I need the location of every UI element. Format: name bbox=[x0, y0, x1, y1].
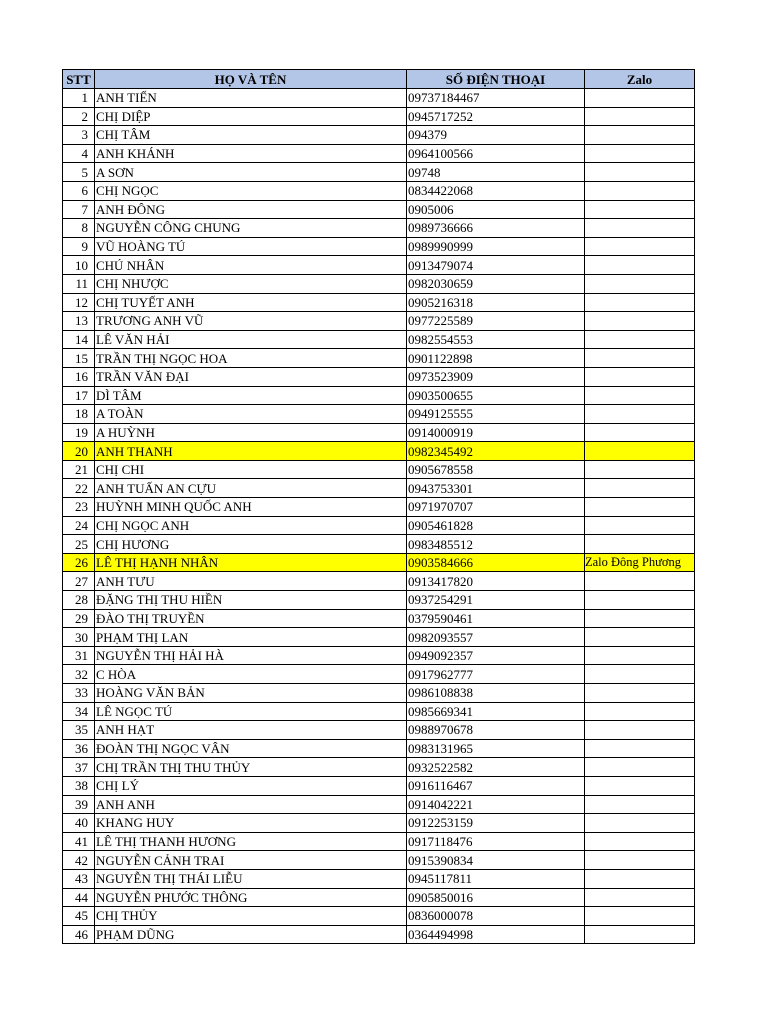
cell-name[interactable]: CHÚ NHÂN bbox=[95, 256, 407, 275]
cell-phone[interactable]: 0973523909 bbox=[407, 367, 585, 386]
cell-phone[interactable]: 0905678558 bbox=[407, 460, 585, 479]
cell-zalo[interactable] bbox=[585, 832, 695, 851]
cell-stt[interactable]: 6 bbox=[63, 181, 95, 200]
header-phone[interactable]: SỐ ĐIỆN THOẠI bbox=[407, 70, 585, 89]
cell-phone[interactable]: 0915390834 bbox=[407, 851, 585, 870]
table-row[interactable] bbox=[63, 405, 695, 424]
cell-phone[interactable]: 0989736666 bbox=[407, 219, 585, 238]
cell-name[interactable]: CHỊ LÝ bbox=[95, 776, 407, 795]
cell-stt[interactable]: 41 bbox=[63, 832, 95, 851]
cell-phone[interactable]: 0834422068 bbox=[407, 181, 585, 200]
table-row[interactable] bbox=[63, 200, 695, 219]
cell-name[interactable]: PHẠM DŨNG bbox=[95, 925, 407, 944]
cell-name[interactable]: CHỊ TUYẾT ANH bbox=[95, 293, 407, 312]
cell-stt[interactable]: 35 bbox=[63, 721, 95, 740]
cell-stt[interactable]: 30 bbox=[63, 628, 95, 647]
cell-phone[interactable]: 0836000078 bbox=[407, 907, 585, 926]
cell-zalo[interactable] bbox=[585, 721, 695, 740]
cell-phone[interactable]: 0932522582 bbox=[407, 758, 585, 777]
cell-stt[interactable]: 16 bbox=[63, 367, 95, 386]
cell-stt[interactable]: 44 bbox=[63, 888, 95, 907]
table-row[interactable] bbox=[63, 907, 695, 926]
table-row[interactable] bbox=[63, 665, 695, 684]
cell-name[interactable]: A SƠN bbox=[95, 163, 407, 182]
table-row[interactable] bbox=[63, 107, 695, 126]
cell-name[interactable]: CHỊ NGỌC ANH bbox=[95, 516, 407, 535]
cell-stt[interactable]: 46 bbox=[63, 925, 95, 944]
cell-zalo[interactable] bbox=[585, 126, 695, 145]
table-row[interactable] bbox=[63, 776, 695, 795]
cell-phone[interactable]: 0912253159 bbox=[407, 814, 585, 833]
cell-stt[interactable]: 45 bbox=[63, 907, 95, 926]
table-row[interactable] bbox=[63, 256, 695, 275]
cell-zalo[interactable] bbox=[585, 814, 695, 833]
cell-name[interactable]: ANH TIẾN bbox=[95, 89, 407, 108]
cell-zalo[interactable] bbox=[585, 609, 695, 628]
cell-phone[interactable]: 0937254291 bbox=[407, 591, 585, 610]
table-row[interactable] bbox=[63, 163, 695, 182]
cell-zalo[interactable] bbox=[585, 702, 695, 721]
cell-phone[interactable]: 0964100566 bbox=[407, 144, 585, 163]
cell-zalo[interactable] bbox=[585, 405, 695, 424]
header-zalo[interactable]: Zalo bbox=[585, 70, 695, 89]
cell-zalo[interactable] bbox=[585, 349, 695, 368]
cell-name[interactable]: ANH KHÁNH bbox=[95, 144, 407, 163]
table-row[interactable] bbox=[63, 851, 695, 870]
cell-phone[interactable]: 0903584666 bbox=[407, 553, 585, 572]
table-row[interactable] bbox=[63, 479, 695, 498]
cell-phone[interactable]: 0905216318 bbox=[407, 293, 585, 312]
cell-name[interactable]: KHANG HUY bbox=[95, 814, 407, 833]
cell-zalo[interactable] bbox=[585, 274, 695, 293]
table-row[interactable] bbox=[63, 684, 695, 703]
header-name[interactable]: HỌ VÀ TÊN bbox=[95, 70, 407, 89]
cell-stt[interactable]: 36 bbox=[63, 739, 95, 758]
cell-name[interactable]: LÊ NGỌC TÚ bbox=[95, 702, 407, 721]
cell-zalo[interactable] bbox=[585, 869, 695, 888]
cell-zalo[interactable] bbox=[585, 572, 695, 591]
table-row[interactable] bbox=[63, 312, 695, 331]
cell-phone[interactable]: 0983485512 bbox=[407, 535, 585, 554]
cell-zalo[interactable] bbox=[585, 479, 695, 498]
cell-stt[interactable]: 4 bbox=[63, 144, 95, 163]
cell-zalo[interactable] bbox=[585, 181, 695, 200]
cell-zalo[interactable] bbox=[585, 535, 695, 554]
cell-stt[interactable]: 10 bbox=[63, 256, 95, 275]
cell-phone[interactable]: 0949092357 bbox=[407, 646, 585, 665]
cell-stt[interactable]: 28 bbox=[63, 591, 95, 610]
table-row[interactable] bbox=[63, 237, 695, 256]
cell-stt[interactable]: 1 bbox=[63, 89, 95, 108]
cell-stt[interactable]: 18 bbox=[63, 405, 95, 424]
cell-name[interactable]: LÊ THỊ HẠNH NHÂN bbox=[95, 553, 407, 572]
cell-name[interactable]: ĐOÀN THỊ NGỌC VÂN bbox=[95, 739, 407, 758]
cell-phone[interactable]: 0905461828 bbox=[407, 516, 585, 535]
cell-stt[interactable]: 15 bbox=[63, 349, 95, 368]
table-row[interactable] bbox=[63, 181, 695, 200]
table-row[interactable] bbox=[63, 219, 695, 238]
table-row[interactable] bbox=[63, 460, 695, 479]
cell-phone[interactable]: 0945117811 bbox=[407, 869, 585, 888]
table-row[interactable] bbox=[63, 423, 695, 442]
cell-name[interactable]: CHỊ TRẦN THỊ THU THỦY bbox=[95, 758, 407, 777]
table-row[interactable] bbox=[63, 628, 695, 647]
cell-stt[interactable]: 11 bbox=[63, 274, 95, 293]
cell-zalo[interactable] bbox=[585, 460, 695, 479]
cell-stt[interactable]: 3 bbox=[63, 126, 95, 145]
cell-zalo[interactable] bbox=[585, 144, 695, 163]
cell-stt[interactable]: 31 bbox=[63, 646, 95, 665]
cell-name[interactable]: ANH HẠT bbox=[95, 721, 407, 740]
cell-zalo[interactable] bbox=[585, 163, 695, 182]
cell-name[interactable]: LÊ THỊ THANH HƯƠNG bbox=[95, 832, 407, 851]
table-row[interactable] bbox=[63, 739, 695, 758]
table-row[interactable] bbox=[63, 144, 695, 163]
cell-name[interactable]: TRẦN THỊ NGỌC HOA bbox=[95, 349, 407, 368]
cell-zalo[interactable] bbox=[585, 758, 695, 777]
cell-phone[interactable]: 09737184467 bbox=[407, 89, 585, 108]
cell-zalo[interactable] bbox=[585, 219, 695, 238]
cell-stt[interactable]: 23 bbox=[63, 498, 95, 517]
table-row[interactable] bbox=[63, 925, 695, 944]
cell-phone[interactable]: 0914000919 bbox=[407, 423, 585, 442]
cell-name[interactable]: ANH TƯU bbox=[95, 572, 407, 591]
table-row[interactable] bbox=[63, 386, 695, 405]
cell-name[interactable]: PHẠM THỊ LAN bbox=[95, 628, 407, 647]
header-stt[interactable]: STT bbox=[63, 70, 95, 89]
cell-stt[interactable]: 21 bbox=[63, 460, 95, 479]
cell-stt[interactable]: 20 bbox=[63, 442, 95, 461]
cell-stt[interactable]: 33 bbox=[63, 684, 95, 703]
table-row[interactable] bbox=[63, 702, 695, 721]
cell-phone[interactable]: 0977225589 bbox=[407, 312, 585, 331]
table-row[interactable] bbox=[63, 795, 695, 814]
table-row[interactable] bbox=[63, 888, 695, 907]
table-row[interactable] bbox=[63, 591, 695, 610]
table-header bbox=[63, 70, 695, 89]
cell-name[interactable]: CHỊ HƯƠNG bbox=[95, 535, 407, 554]
cell-stt[interactable]: 8 bbox=[63, 219, 95, 238]
cell-phone[interactable]: 0917118476 bbox=[407, 832, 585, 851]
cell-zalo[interactable] bbox=[585, 200, 695, 219]
cell-zalo[interactable] bbox=[585, 293, 695, 312]
cell-phone[interactable]: 0917962777 bbox=[407, 665, 585, 684]
cell-name[interactable]: CHỊ CHI bbox=[95, 460, 407, 479]
cell-zalo[interactable] bbox=[585, 330, 695, 349]
cell-name[interactable]: ANH ANH bbox=[95, 795, 407, 814]
cell-phone[interactable]: 0986108838 bbox=[407, 684, 585, 703]
cell-name[interactable]: LÊ VĂN HẢI bbox=[95, 330, 407, 349]
cell-name[interactable]: NGUYỄN PHƯỚC THÔNG bbox=[95, 888, 407, 907]
cell-phone[interactable]: 0983131965 bbox=[407, 739, 585, 758]
cell-name[interactable]: ANH THANH bbox=[95, 442, 407, 461]
cell-phone[interactable]: 0913417820 bbox=[407, 572, 585, 591]
cell-zalo[interactable] bbox=[585, 591, 695, 610]
cell-phone[interactable]: 0913479074 bbox=[407, 256, 585, 275]
cell-stt[interactable]: 37 bbox=[63, 758, 95, 777]
cell-phone[interactable]: 0901122898 bbox=[407, 349, 585, 368]
cell-zalo[interactable] bbox=[585, 256, 695, 275]
cell-stt[interactable]: 26 bbox=[63, 553, 95, 572]
cell-stt[interactable]: 25 bbox=[63, 535, 95, 554]
cell-name[interactable]: NGUYỄN THỊ THÁI LIỄU bbox=[95, 869, 407, 888]
cell-name[interactable]: TRẦN VĂN ĐẠI bbox=[95, 367, 407, 386]
cell-zalo[interactable] bbox=[585, 442, 695, 461]
cell-phone[interactable]: 0982554553 bbox=[407, 330, 585, 349]
cell-stt[interactable]: 19 bbox=[63, 423, 95, 442]
cell-phone[interactable]: 0989990999 bbox=[407, 237, 585, 256]
cell-stt[interactable]: 2 bbox=[63, 107, 95, 126]
cell-zalo[interactable] bbox=[585, 907, 695, 926]
cell-name[interactable]: TRƯƠNG ANH VŨ bbox=[95, 312, 407, 331]
table-row[interactable] bbox=[63, 721, 695, 740]
table-row[interactable] bbox=[63, 758, 695, 777]
cell-phone[interactable]: 0985669341 bbox=[407, 702, 585, 721]
cell-zalo[interactable] bbox=[585, 498, 695, 517]
cell-name[interactable]: NGUYỄN THỊ HẢI HÀ bbox=[95, 646, 407, 665]
cell-name[interactable]: HUỲNH MINH QUỐC ANH bbox=[95, 498, 407, 517]
cell-name[interactable]: NGUYỄN CẢNH TRAI bbox=[95, 851, 407, 870]
cell-name[interactable]: CHỊ TÂM bbox=[95, 126, 407, 145]
cell-phone[interactable]: 0982030659 bbox=[407, 274, 585, 293]
cell-zalo[interactable] bbox=[585, 851, 695, 870]
table-row[interactable] bbox=[63, 126, 695, 145]
cell-phone[interactable]: 0914042221 bbox=[407, 795, 585, 814]
cell-zalo[interactable] bbox=[585, 888, 695, 907]
table-row[interactable] bbox=[63, 274, 695, 293]
cell-phone[interactable]: 0945717252 bbox=[407, 107, 585, 126]
cell-zalo[interactable] bbox=[585, 107, 695, 126]
cell-phone[interactable]: 0982093557 bbox=[407, 628, 585, 647]
cell-phone[interactable]: 094379 bbox=[407, 126, 585, 145]
cell-stt[interactable]: 17 bbox=[63, 386, 95, 405]
cell-phone[interactable]: 0379590461 bbox=[407, 609, 585, 628]
cell-phone[interactable]: 09748 bbox=[407, 163, 585, 182]
cell-zalo[interactable] bbox=[585, 628, 695, 647]
cell-name[interactable]: CHỊ NHƯỢC bbox=[95, 274, 407, 293]
table-row[interactable] bbox=[63, 553, 695, 572]
cell-stt[interactable]: 13 bbox=[63, 312, 95, 331]
cell-name[interactable]: DÌ TÂM bbox=[95, 386, 407, 405]
cell-phone[interactable]: 0903500655 bbox=[407, 386, 585, 405]
table-row[interactable] bbox=[63, 367, 695, 386]
cell-name[interactable]: CHỊ DIỆP bbox=[95, 107, 407, 126]
cell-phone[interactable]: 0943753301 bbox=[407, 479, 585, 498]
cell-zalo[interactable] bbox=[585, 776, 695, 795]
table-row[interactable] bbox=[63, 832, 695, 851]
cell-name[interactable]: ĐẶNG THỊ THU HIỀN bbox=[95, 591, 407, 610]
table-body bbox=[63, 89, 695, 944]
cell-zalo[interactable] bbox=[585, 367, 695, 386]
table-row[interactable] bbox=[63, 330, 695, 349]
cell-zalo[interactable]: Zalo Đông Phương bbox=[585, 553, 695, 572]
cell-name[interactable]: C HÒA bbox=[95, 665, 407, 684]
table-row[interactable] bbox=[63, 609, 695, 628]
cell-stt[interactable]: 29 bbox=[63, 609, 95, 628]
cell-name[interactable]: CHỊ THỦY bbox=[95, 907, 407, 926]
table-row[interactable] bbox=[63, 442, 695, 461]
cell-phone[interactable]: 0916116467 bbox=[407, 776, 585, 795]
cell-name[interactable]: ANH ĐÔNG bbox=[95, 200, 407, 219]
cell-stt[interactable]: 9 bbox=[63, 237, 95, 256]
cell-stt[interactable]: 40 bbox=[63, 814, 95, 833]
cell-stt[interactable]: 5 bbox=[63, 163, 95, 182]
cell-name[interactable]: VŨ HOÀNG TÚ bbox=[95, 237, 407, 256]
table-row[interactable] bbox=[63, 572, 695, 591]
cell-name[interactable]: HOÀNG VĂN BẢN bbox=[95, 684, 407, 703]
cell-zalo[interactable] bbox=[585, 795, 695, 814]
cell-stt[interactable]: 7 bbox=[63, 200, 95, 219]
cell-zalo[interactable] bbox=[585, 423, 695, 442]
cell-name[interactable]: ĐÀO THỊ TRUYỀN bbox=[95, 609, 407, 628]
cell-zalo[interactable] bbox=[585, 516, 695, 535]
cell-zalo[interactable] bbox=[585, 665, 695, 684]
table-row[interactable] bbox=[63, 535, 695, 554]
cell-zalo[interactable] bbox=[585, 739, 695, 758]
cell-zalo[interactable] bbox=[585, 646, 695, 665]
cell-phone[interactable]: 0988970678 bbox=[407, 721, 585, 740]
cell-zalo[interactable] bbox=[585, 312, 695, 331]
cell-phone[interactable]: 0905850016 bbox=[407, 888, 585, 907]
cell-stt[interactable]: 14 bbox=[63, 330, 95, 349]
cell-phone[interactable]: 0364494998 bbox=[407, 925, 585, 944]
cell-stt[interactable]: 34 bbox=[63, 702, 95, 721]
cell-stt[interactable]: 42 bbox=[63, 851, 95, 870]
cell-stt[interactable]: 32 bbox=[63, 665, 95, 684]
cell-zalo[interactable] bbox=[585, 89, 695, 108]
cell-stt[interactable]: 38 bbox=[63, 776, 95, 795]
table-row[interactable] bbox=[63, 646, 695, 665]
table-row[interactable] bbox=[63, 349, 695, 368]
header-row bbox=[63, 70, 695, 89]
cell-phone[interactable]: 0949125555 bbox=[407, 405, 585, 424]
cell-stt[interactable]: 22 bbox=[63, 479, 95, 498]
table-row[interactable] bbox=[63, 516, 695, 535]
table-row[interactable] bbox=[63, 814, 695, 833]
cell-stt[interactable]: 43 bbox=[63, 869, 95, 888]
cell-stt[interactable]: 39 bbox=[63, 795, 95, 814]
cell-stt[interactable]: 24 bbox=[63, 516, 95, 535]
cell-zalo[interactable] bbox=[585, 386, 695, 405]
table-row[interactable] bbox=[63, 869, 695, 888]
cell-name[interactable]: A TOÀN bbox=[95, 405, 407, 424]
table-row[interactable] bbox=[63, 498, 695, 517]
cell-phone[interactable]: 0982345492 bbox=[407, 442, 585, 461]
cell-zalo[interactable] bbox=[585, 684, 695, 703]
cell-stt[interactable]: 12 bbox=[63, 293, 95, 312]
cell-phone[interactable]: 0971970707 bbox=[407, 498, 585, 517]
cell-name[interactable]: CHỊ NGỌC bbox=[95, 181, 407, 200]
table-row[interactable] bbox=[63, 89, 695, 108]
cell-name[interactable]: NGUYỄN CÔNG CHUNG bbox=[95, 219, 407, 238]
contact-table bbox=[62, 69, 695, 944]
cell-zalo[interactable] bbox=[585, 237, 695, 256]
cell-name[interactable]: A HUỲNH bbox=[95, 423, 407, 442]
cell-stt[interactable]: 27 bbox=[63, 572, 95, 591]
cell-name[interactable]: ANH TUẤN AN CỰU bbox=[95, 479, 407, 498]
cell-phone[interactable]: 0905006 bbox=[407, 200, 585, 219]
table-row[interactable] bbox=[63, 293, 695, 312]
cell-zalo[interactable] bbox=[585, 925, 695, 944]
